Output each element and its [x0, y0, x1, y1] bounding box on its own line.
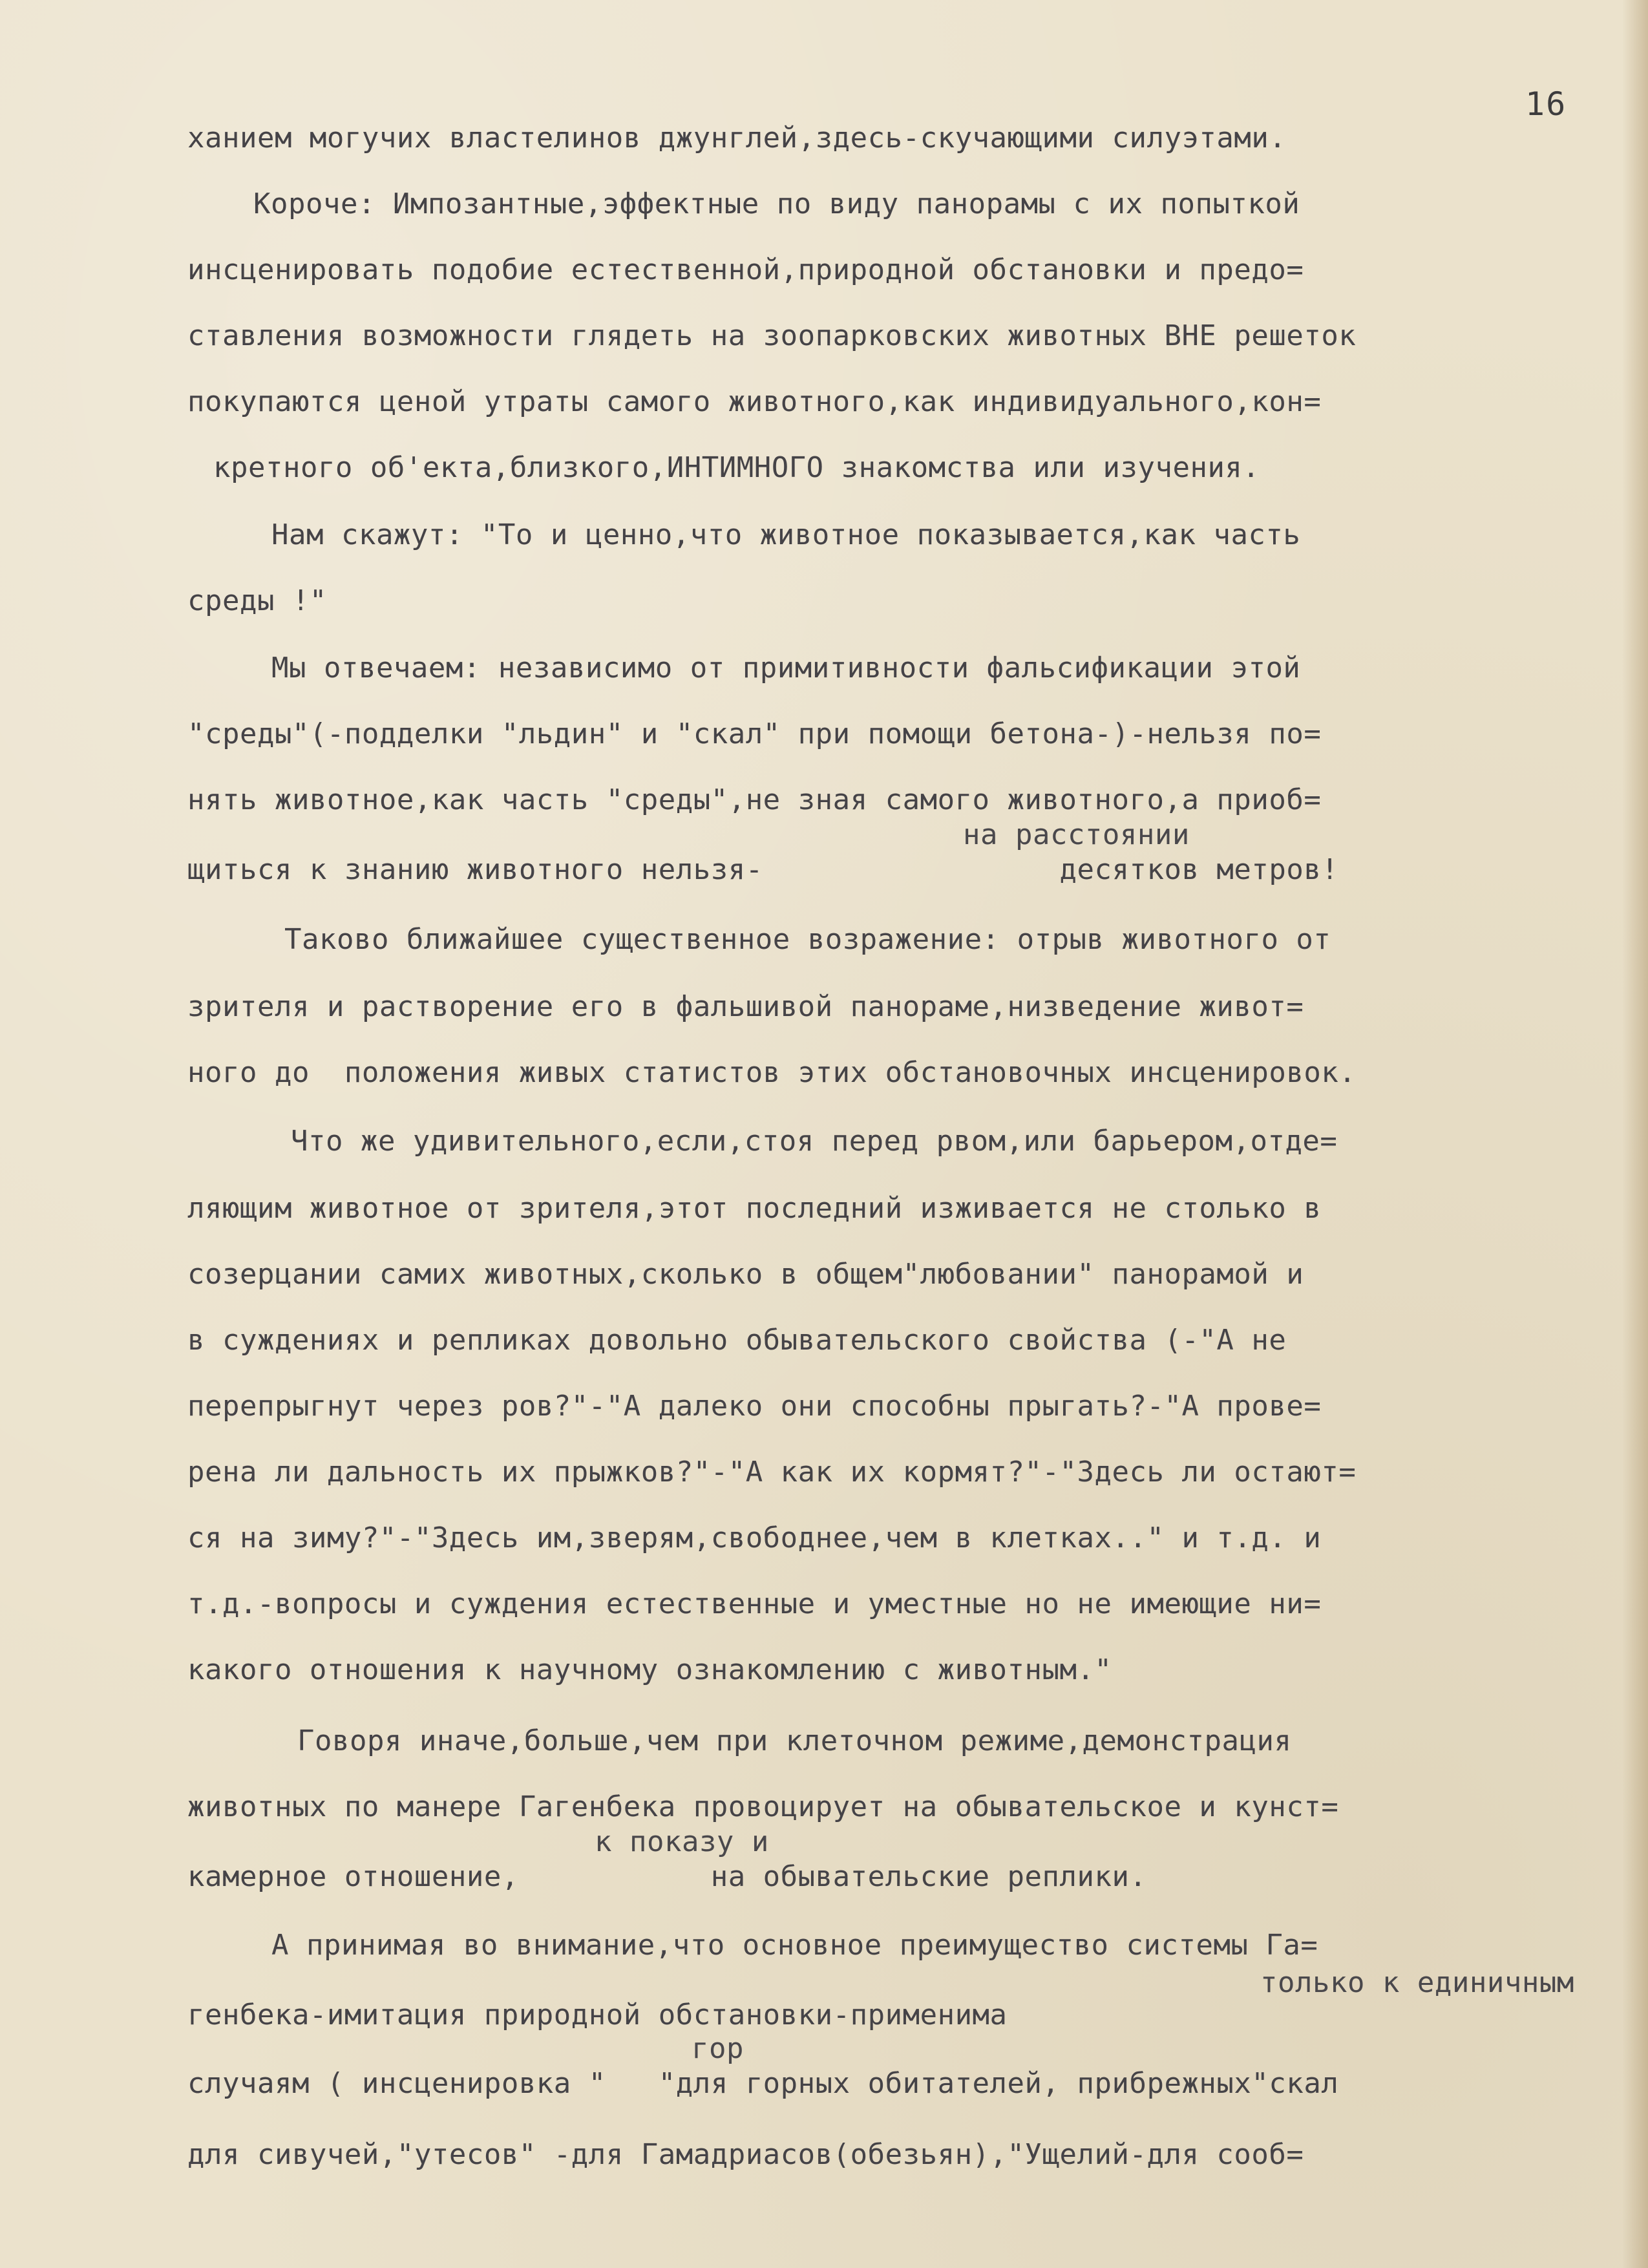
text-line-27: камерное отношение, на обывательские реплики.: [187, 1860, 1147, 1893]
text-line-18: созерцании самих животных,сколько в общем"любовании" панорамой и: [187, 1258, 1304, 1291]
text-line-25: Говоря иначе,больше,чем при клеточном режиме,демонстрация: [297, 1724, 1292, 1757]
text-line-24: какого отношения к научному ознакомлению с животным.": [187, 1653, 1112, 1686]
text-line-20: перепрыгнут через ров?"-"А далеко они способны прыгать?-"А прове=: [187, 1390, 1322, 1423]
insert-mountains: гор: [692, 2032, 744, 2065]
text-line-23: т.д.-вопросы и суждения естественные и уместные но не имеющие ни=: [187, 1587, 1322, 1620]
text-line-4: ставления возможности глядеть на зоопарковских животных ВНЕ решеток: [187, 319, 1357, 352]
text-line-26: животных по манере Гагенбека провоцирует на обывательское и кунст=: [187, 1790, 1339, 1823]
paper-edge: [1622, 0, 1648, 2268]
text-line-9: Мы отвечаем: независимо от примитивности фальсификации этой: [271, 652, 1301, 684]
page-number: 16: [1525, 85, 1567, 123]
text-line-13: Таково ближайшее существенное возражение: отрыв животного от: [284, 923, 1331, 956]
text-line-14: зрителя и растворение его в фальшивой панораме,низведение живот=: [187, 990, 1304, 1023]
text-line-29: генбека-имитация природной обстановки-применима: [187, 1998, 1008, 2031]
text-line-21: рена ли дальность их прыжков?"-"А как их кормят?"-"Здесь ли остают=: [187, 1456, 1357, 1489]
text-line-5: покупаются ценой утраты самого животного,как индивидуального,кон=: [187, 385, 1322, 418]
text-line-31: для сивучей,"утесов" -для Гамадриасов(обезьян),"Ущелий-для сооб=: [187, 2138, 1304, 2171]
text-line-7: Нам скажут: "То и ценно,что животное показывается,как часть: [271, 518, 1301, 551]
text-line-28: А принимая во внимание,что основное преимущество системы Га=: [271, 1929, 1318, 1962]
text-line-22: ся на зиму?"-"Здесь им,зверям,свободнее,чем в клетках.." и т.д. и: [187, 1521, 1322, 1554]
insert-only-single: только к единичным: [1260, 1966, 1574, 1999]
text-line-6: кретного об'екта,близкого,ИНТИМНОГО знакомства или изучения.: [213, 451, 1260, 484]
text-line-17: ляющим животное от зрителя,этот последний изживается не столько в: [187, 1192, 1322, 1225]
insert-to-display: к показу и: [595, 1825, 769, 1858]
text-line-30: случаям ( инсценировка " "для горных обитателей, прибрежных"скал: [187, 2067, 1339, 2100]
text-line-1: ханием могучих властелинов джунглей,здесь-скучающими силуэтами.: [187, 122, 1287, 154]
text-line-19: в суждениях и репликах довольно обывательского свойства (-"А не: [187, 1324, 1287, 1357]
text-line-15: ного до положения живых статистов этих обстановочных инсценировок.: [187, 1056, 1357, 1089]
text-line-11: нять животное,как часть "среды",не зная самого животного,а приоб=: [187, 783, 1322, 816]
text-line-8: среды !": [187, 584, 327, 617]
text-line-10: "среды"(-подделки "льдин" и "скал" при помощи бетона-)-нельзя по=: [187, 717, 1322, 750]
text-line-2: Короче: Импозантные,эффектные по виду панорамы с их попыткой: [253, 187, 1300, 220]
text-line-12: щиться к знанию животного нельзя- десятков метров!: [187, 853, 1339, 886]
text-line-3: инсценировать подобие естественной,природной обстановки и предо=: [187, 253, 1304, 286]
text-line-16: Что же удивительного,если,стоя перед рвом,или барьером,отде=: [291, 1125, 1338, 1158]
insert-at-distance: на расстоянии: [963, 818, 1190, 851]
